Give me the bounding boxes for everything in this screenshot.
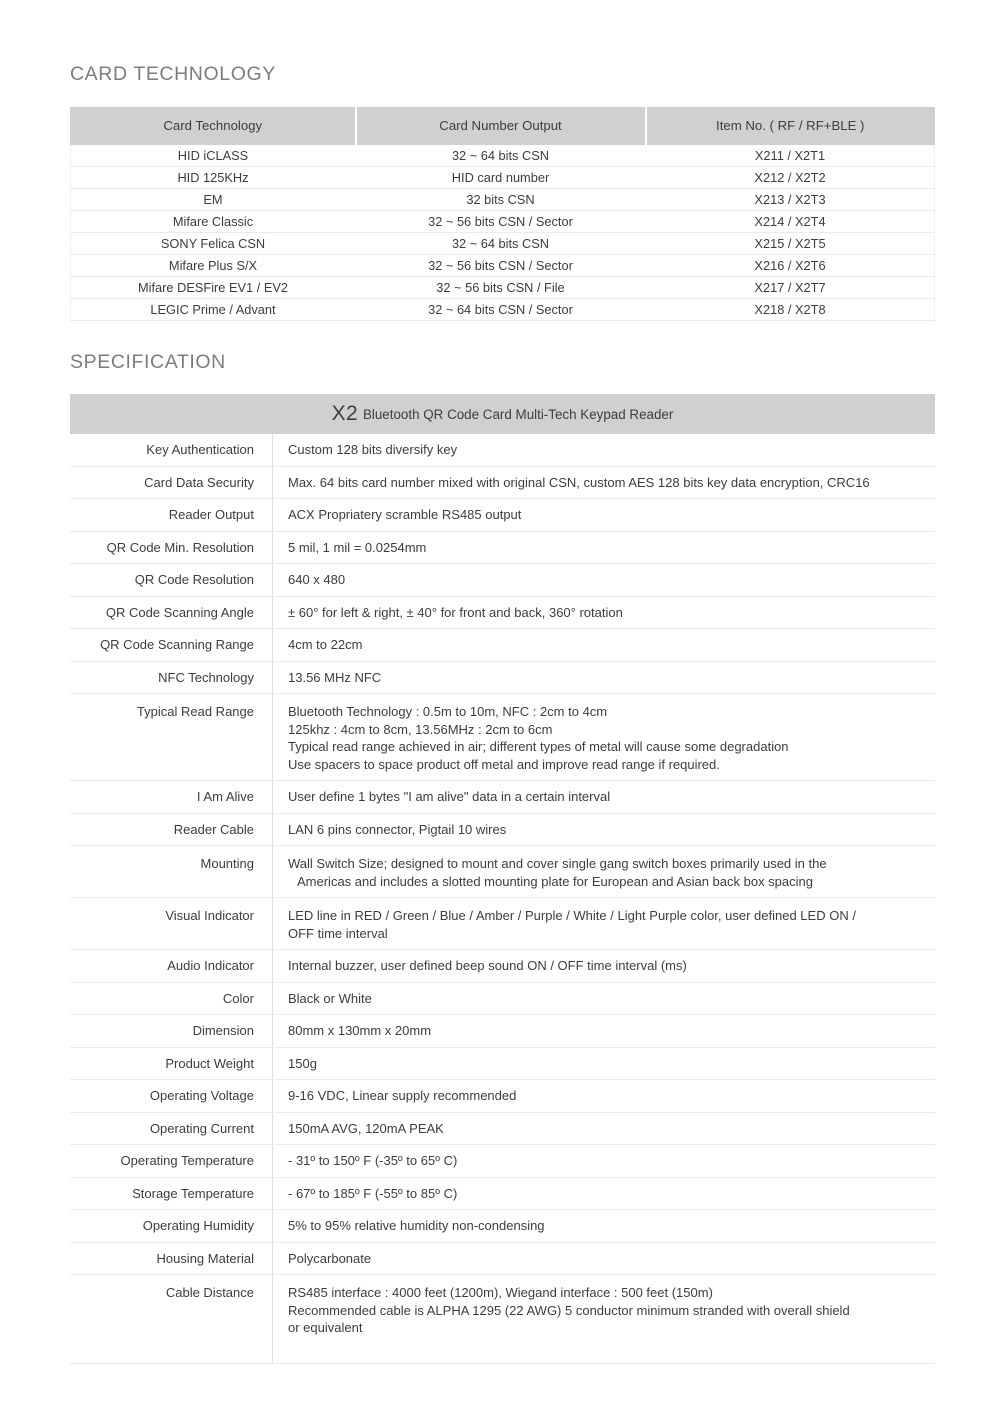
spec-value-line: User define 1 bytes "I am alive" data in a certain interval — [288, 789, 611, 804]
spec-value-line: Americas and includes a slotted mounting plate for European and Asian back box spacing — [297, 873, 813, 889]
spec-row — [71, 950, 935, 983]
spec-row — [71, 1080, 935, 1113]
table-cell: X214 / X2T4 — [646, 211, 935, 233]
table-row — [71, 189, 935, 211]
spec-value-line: Black or White — [288, 990, 372, 1006]
spec-row — [71, 434, 935, 467]
spec-row-label: Cable Distance — [71, 1275, 273, 1364]
spec-row — [71, 1210, 935, 1243]
spec-row-value — [273, 1242, 935, 1275]
spec-value-line: Wall Switch Size; designed to mount and cover single gang switch boxes primarily used in the — [288, 856, 827, 871]
spec-row-value — [273, 694, 935, 781]
spec-value-line: 80mm x 130mm x 20mm — [288, 1023, 432, 1038]
spec-row — [71, 813, 935, 846]
spec-value-line: Use spacers to space product off metal and improve read range if required. — [288, 756, 720, 772]
spec-row-value — [273, 813, 935, 846]
spec-value-line: Max. 64 bits card number mixed with original CSN, custom AES 128 bits key data encryption, CRC16 — [288, 474, 870, 490]
spec-value-line: Polycarbonate — [288, 1250, 372, 1266]
table-cell: 32 ~ 56 bits CSN / Sector — [356, 255, 646, 277]
spec-row-label: Operating Current — [71, 1112, 273, 1145]
table-row — [71, 145, 935, 167]
spec-row — [71, 694, 935, 781]
table-row — [71, 255, 935, 277]
spec-value-line: 150g — [288, 1055, 317, 1071]
spec-value-line: 150mA AVG, 120mA PEAK — [288, 1120, 444, 1136]
spec-row — [71, 564, 935, 597]
spec-value-line: ACX Propriatery scramble RS485 output — [288, 507, 522, 522]
table-cell: Mifare Classic — [71, 211, 356, 233]
spec-row — [71, 982, 935, 1015]
spec-row-label: Dimension — [71, 1015, 273, 1048]
spec-row-label: Typical Read Range — [71, 694, 273, 781]
table-row — [71, 277, 935, 299]
spec-value-line: Bluetooth Technology : 0.5m to 10m, NFC : 2cm to 4cm — [288, 704, 608, 719]
table-cell: 32 ~ 64 bits CSN — [356, 145, 646, 167]
spec-row — [71, 661, 935, 694]
spec-value-line: LAN 6 pins connector, Pigtail 10 wires — [288, 821, 507, 837]
spec-row-label: Housing Material — [71, 1242, 273, 1275]
spec-value-line: ± 60° for left & right, ± 40° for front and back, 360° rotation — [288, 604, 623, 620]
spec-value-line: LED line in RED / Green / Blue / Amber / Purple / White / Light Purple color, user defined LED ON / — [288, 908, 856, 923]
spec-row-label: Visual Indicator — [71, 898, 273, 950]
spec-row — [71, 1242, 935, 1275]
spec-value-line: Recommended cable is ALPHA 1295 (22 AWG) 5 conductor minimum stranded with overall shield — [288, 1302, 850, 1318]
spec-model-description: Bluetooth QR Code Card Multi-Tech Keypad Reader — [362, 407, 674, 422]
spec-value-line: 13.56 MHz NFC — [288, 669, 382, 685]
specification-table — [70, 394, 935, 1364]
table-cell: 32 bits CSN — [356, 189, 646, 211]
spec-value-line: OFF time interval — [288, 925, 388, 941]
spec-row — [71, 1047, 935, 1080]
spec-row-label: Mounting — [71, 846, 273, 898]
column-header-card-technology: Card Technology — [71, 108, 356, 145]
spec-row-value — [273, 499, 935, 532]
spec-row-label: I Am Alive — [71, 781, 273, 814]
spec-row-label: QR Code Min. Resolution — [71, 531, 273, 564]
column-header-item-no: Item No. ( RF / RF+BLE ) — [646, 108, 935, 145]
spec-row — [71, 1145, 935, 1178]
spec-row — [71, 846, 935, 898]
table-cell: Mifare Plus S/X — [71, 255, 356, 277]
spec-row-label: Reader Cable — [71, 813, 273, 846]
spec-row-value — [273, 1145, 935, 1178]
spec-row-label: Operating Temperature — [71, 1145, 273, 1178]
table-cell: SONY Felica CSN — [71, 233, 356, 255]
spec-row-label: Key Authentication — [71, 434, 273, 467]
table-cell: X215 / X2T5 — [646, 233, 935, 255]
spec-row-value — [273, 1080, 935, 1113]
spec-row — [71, 531, 935, 564]
table-cell: X216 / X2T6 — [646, 255, 935, 277]
spec-value-line: 5% to 95% relative humidity non-condensing — [288, 1218, 545, 1233]
table-cell: 32 ~ 64 bits CSN — [356, 233, 646, 255]
spec-row-label: QR Code Scanning Range — [71, 629, 273, 662]
spec-value-line: Internal buzzer, user defined beep sound ON / OFF time interval (ms) — [288, 958, 687, 973]
spec-row — [71, 781, 935, 814]
spec-row-label: Operating Voltage — [71, 1080, 273, 1113]
spec-row-label: Audio Indicator — [71, 950, 273, 983]
spec-row-value — [273, 1275, 935, 1364]
spec-row-label: Color — [71, 982, 273, 1015]
spec-row-label: Card Data Security — [71, 466, 273, 499]
spec-row-value — [273, 781, 935, 814]
spec-row-value — [273, 531, 935, 564]
spec-row-label: NFC Technology — [71, 661, 273, 694]
spec-row-value — [273, 1210, 935, 1243]
table-row — [71, 233, 935, 255]
spec-row — [71, 596, 935, 629]
table-cell: X211 / X2T1 — [646, 145, 935, 167]
table-cell: 32 ~ 56 bits CSN / File — [356, 277, 646, 299]
spec-row-value — [273, 846, 935, 898]
spec-value-line: or equivalent — [288, 1320, 363, 1335]
spec-value-line: Typical read range achieved in air; different types of metal will cause some degradation — [288, 739, 789, 754]
table-cell: Mifare DESFire EV1 / EV2 — [71, 277, 356, 299]
table-cell: HID 125KHz — [71, 167, 356, 189]
table-row — [71, 167, 935, 189]
spec-row — [71, 1015, 935, 1048]
table-cell: 32 ~ 64 bits CSN / Sector — [356, 299, 646, 321]
spec-row-label: Storage Temperature — [71, 1177, 273, 1210]
spec-row-label: Operating Humidity — [71, 1210, 273, 1243]
table-cell: EM — [71, 189, 356, 211]
spec-row-value — [273, 661, 935, 694]
table-cell: X212 / X2T2 — [646, 167, 935, 189]
spec-row — [71, 1177, 935, 1210]
spec-row — [71, 1112, 935, 1145]
table-header-row — [71, 108, 935, 145]
spec-row-value — [273, 982, 935, 1015]
spec-row — [71, 466, 935, 499]
spec-row-value — [273, 1015, 935, 1048]
spec-row-label: QR Code Resolution — [71, 564, 273, 597]
spec-row — [71, 499, 935, 532]
card-technology-table — [70, 107, 935, 321]
spec-row-value — [273, 1047, 935, 1080]
spec-value-line: Custom 128 bits diversify key — [288, 442, 458, 457]
spec-row-label: QR Code Scanning Angle — [71, 596, 273, 629]
table-row — [71, 299, 935, 321]
table-cell: X217 / X2T7 — [646, 277, 935, 299]
spec-title-row — [71, 395, 935, 434]
spec-row-value — [273, 950, 935, 983]
table-cell: 32 ~ 56 bits CSN / Sector — [356, 211, 646, 233]
table-cell: HID iCLASS — [71, 145, 356, 167]
table-row — [71, 211, 935, 233]
spec-row-value — [273, 629, 935, 662]
spec-value-line: 125khz : 4cm to 8cm, 13.56MHz : 2cm to 6cm — [288, 721, 553, 737]
spec-value-line: 4cm to 22cm — [288, 637, 363, 652]
spec-value-line: RS485 interface : 4000 feet (1200m), Wiegand interface : 500 feet (150m) — [288, 1285, 713, 1300]
spec-value-line: 9-16 VDC, Linear supply recommended — [288, 1088, 517, 1103]
spec-row-value — [273, 1177, 935, 1210]
table-cell: HID card number — [356, 167, 646, 189]
spec-row — [71, 898, 935, 950]
table-cell: X213 / X2T3 — [646, 189, 935, 211]
spec-row-value — [273, 1112, 935, 1145]
spec-row — [71, 629, 935, 662]
page-title-specification: SPECIFICATION — [70, 351, 226, 373]
spec-value-line: 5 mil, 1 mil = 0.0254mm — [288, 539, 427, 555]
column-header-card-number-output: Card Number Output — [356, 108, 646, 145]
spec-row-value — [273, 434, 935, 467]
table-cell: X218 / X2T8 — [646, 299, 935, 321]
spec-row-value — [273, 596, 935, 629]
page-title-card-technology: CARD TECHNOLOGY — [70, 63, 276, 85]
spec-value-line: 640 x 480 — [288, 572, 346, 587]
spec-model-name: X2 — [331, 402, 358, 425]
spec-row-label: Reader Output — [71, 499, 273, 532]
spec-table-title — [71, 395, 935, 434]
spec-row-value — [273, 564, 935, 597]
spec-row-label: Product Weight — [71, 1047, 273, 1080]
spec-value-line: - 31º to 150º F (-35º to 65º C) — [288, 1153, 458, 1168]
spec-row-value — [273, 898, 935, 950]
spec-row-value — [273, 466, 935, 499]
spec-row — [71, 1275, 935, 1364]
table-cell: LEGIC Prime / Advant — [71, 299, 356, 321]
spec-value-line: - 67º to 185º F (-55º to 85º C) — [288, 1185, 458, 1201]
